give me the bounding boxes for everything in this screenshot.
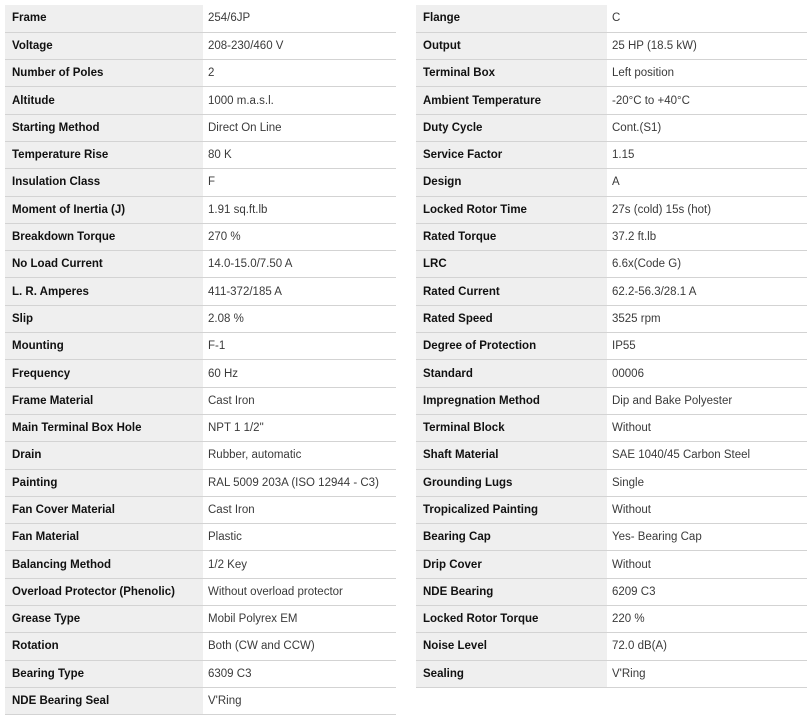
spec-row-ambient-temperature bbox=[416, 87, 807, 114]
spec-row-service-factor bbox=[416, 141, 807, 168]
spec-row-rotation bbox=[5, 633, 396, 660]
spec-label: Moment of Inertia (J) bbox=[5, 196, 203, 223]
spec-row-insulation-class bbox=[5, 169, 396, 196]
spec-label: NDE Bearing Seal bbox=[5, 687, 203, 714]
spec-row-overload-protector-phenolic bbox=[5, 578, 396, 605]
spec-table-right bbox=[416, 5, 807, 688]
spec-label: Rotation bbox=[5, 633, 203, 660]
spec-value: 14.0-15.0/7.50 A bbox=[203, 251, 396, 278]
spec-label: Breakdown Torque bbox=[5, 223, 203, 250]
spec-row-shaft-material bbox=[416, 442, 807, 469]
spec-label: Bearing Type bbox=[5, 660, 203, 687]
spec-value: 1/2 Key bbox=[203, 551, 396, 578]
spec-row-frame-material bbox=[5, 387, 396, 414]
spec-row-degree-of-protection bbox=[416, 333, 807, 360]
spec-row-nde-bearing-seal bbox=[5, 687, 396, 714]
spec-row-duty-cycle bbox=[416, 114, 807, 141]
spec-row-frequency bbox=[5, 360, 396, 387]
spec-value: 80 K bbox=[203, 141, 396, 168]
spec-value: NPT 1 1/2" bbox=[203, 414, 396, 441]
spec-label: Sealing bbox=[416, 660, 607, 687]
spec-row-grounding-lugs bbox=[416, 469, 807, 496]
spec-row-frame bbox=[5, 5, 396, 32]
spec-label: Tropicalized Painting bbox=[416, 496, 607, 523]
spec-table-left-body bbox=[5, 5, 396, 715]
spec-row-number-of-poles bbox=[5, 60, 396, 87]
spec-label: No Load Current bbox=[5, 251, 203, 278]
spec-label: Locked Rotor Torque bbox=[416, 606, 607, 633]
spec-value: Yes- Bearing Cap bbox=[607, 524, 807, 551]
spec-value: 6.6x(Code G) bbox=[607, 251, 807, 278]
spec-label: Slip bbox=[5, 305, 203, 332]
spec-value: 411-372/185 A bbox=[203, 278, 396, 305]
spec-row-flange bbox=[416, 5, 807, 32]
spec-value: 3525 rpm bbox=[607, 305, 807, 332]
spec-row-sealing bbox=[416, 660, 807, 687]
spec-label: NDE Bearing bbox=[416, 578, 607, 605]
spec-label: Standard bbox=[416, 360, 607, 387]
spec-label: Number of Poles bbox=[5, 60, 203, 87]
spec-value: 60 Hz bbox=[203, 360, 396, 387]
spec-value: Plastic bbox=[203, 524, 396, 551]
spec-value: Without bbox=[607, 551, 807, 578]
spec-value: -20°C to +40°C bbox=[607, 87, 807, 114]
spec-value: 72.0 dB(A) bbox=[607, 633, 807, 660]
spec-label: Temperature Rise bbox=[5, 141, 203, 168]
spec-label: Fan Material bbox=[5, 524, 203, 551]
spec-row-starting-method bbox=[5, 114, 396, 141]
spec-row-voltage bbox=[5, 32, 396, 59]
spec-label: Insulation Class bbox=[5, 169, 203, 196]
spec-label: Noise Level bbox=[416, 633, 607, 660]
spec-value: Rubber, automatic bbox=[203, 442, 396, 469]
spec-label: Mounting bbox=[5, 333, 203, 360]
spec-label: Drain bbox=[5, 442, 203, 469]
spec-value: 62.2-56.3/28.1 A bbox=[607, 278, 807, 305]
spec-value: Single bbox=[607, 469, 807, 496]
spec-value: Direct On Line bbox=[203, 114, 396, 141]
spec-row-lrc bbox=[416, 251, 807, 278]
spec-value: Cont.(S1) bbox=[607, 114, 807, 141]
spec-label: Frame Material bbox=[5, 387, 203, 414]
spec-value: 25 HP (18.5 kW) bbox=[607, 32, 807, 59]
spec-row-altitude bbox=[5, 87, 396, 114]
spec-label: Duty Cycle bbox=[416, 114, 607, 141]
spec-value: F bbox=[203, 169, 396, 196]
spec-row-breakdown-torque bbox=[5, 223, 396, 250]
spec-value: SAE 1040/45 Carbon Steel bbox=[607, 442, 807, 469]
spec-row-grease-type bbox=[5, 606, 396, 633]
spec-value: 6309 C3 bbox=[203, 660, 396, 687]
spec-value: 00006 bbox=[607, 360, 807, 387]
spec-value: 27s (cold) 15s (hot) bbox=[607, 196, 807, 223]
spec-value: IP55 bbox=[607, 333, 807, 360]
spec-row-drip-cover bbox=[416, 551, 807, 578]
spec-label: Ambient Temperature bbox=[416, 87, 607, 114]
spec-label: Grease Type bbox=[5, 606, 203, 633]
spec-value: 6209 C3 bbox=[607, 578, 807, 605]
spec-value: 220 % bbox=[607, 606, 807, 633]
spec-value: C bbox=[607, 5, 807, 32]
spec-label: Frequency bbox=[5, 360, 203, 387]
spec-label: L. R. Amperes bbox=[5, 278, 203, 305]
spec-label: Rated Torque bbox=[416, 223, 607, 250]
spec-table-left bbox=[5, 5, 396, 715]
spec-value: Without bbox=[607, 414, 807, 441]
spec-label: Grounding Lugs bbox=[416, 469, 607, 496]
spec-row-design bbox=[416, 169, 807, 196]
spec-label: Degree of Protection bbox=[416, 333, 607, 360]
spec-label: Overload Protector (Phenolic) bbox=[5, 578, 203, 605]
spec-label: Flange bbox=[416, 5, 607, 32]
spec-value: A bbox=[607, 169, 807, 196]
spec-label: Altitude bbox=[5, 87, 203, 114]
spec-value: Left position bbox=[607, 60, 807, 87]
spec-value: Cast Iron bbox=[203, 387, 396, 414]
spec-value: F-1 bbox=[203, 333, 396, 360]
spec-row-terminal-box bbox=[416, 60, 807, 87]
spec-label: Main Terminal Box Hole bbox=[5, 414, 203, 441]
spec-row-fan-material bbox=[5, 524, 396, 551]
spec-value: 1.91 sq.ft.lb bbox=[203, 196, 396, 223]
spec-row-mounting bbox=[5, 333, 396, 360]
spec-label: Shaft Material bbox=[416, 442, 607, 469]
spec-value: Cast Iron bbox=[203, 496, 396, 523]
spec-value: Both (CW and CCW) bbox=[203, 633, 396, 660]
spec-row-terminal-block bbox=[416, 414, 807, 441]
spec-row-painting bbox=[5, 469, 396, 496]
spec-label: Balancing Method bbox=[5, 551, 203, 578]
spec-value: RAL 5009 203A (ISO 12944 - C3) bbox=[203, 469, 396, 496]
spec-label: Output bbox=[416, 32, 607, 59]
spec-value: 2.08 % bbox=[203, 305, 396, 332]
spec-row-balancing-method bbox=[5, 551, 396, 578]
spec-value: 270 % bbox=[203, 223, 396, 250]
spec-label: Bearing Cap bbox=[416, 524, 607, 551]
spec-value: 1000 m.a.s.l. bbox=[203, 87, 396, 114]
spec-row-rated-speed bbox=[416, 305, 807, 332]
spec-row-moment-of-inertia-j bbox=[5, 196, 396, 223]
spec-label: Locked Rotor Time bbox=[416, 196, 607, 223]
spec-row-fan-cover-material bbox=[5, 496, 396, 523]
spec-label: Design bbox=[416, 169, 607, 196]
spec-row-temperature-rise bbox=[5, 141, 396, 168]
spec-label: Rated Current bbox=[416, 278, 607, 305]
spec-label: Frame bbox=[5, 5, 203, 32]
spec-label: Rated Speed bbox=[416, 305, 607, 332]
spec-row-output bbox=[416, 32, 807, 59]
spec-label: Terminal Box bbox=[416, 60, 607, 87]
spec-row-no-load-current bbox=[5, 251, 396, 278]
spec-label: Drip Cover bbox=[416, 551, 607, 578]
spec-row-slip bbox=[5, 305, 396, 332]
spec-row-bearing-type bbox=[5, 660, 396, 687]
spec-label: Service Factor bbox=[416, 141, 607, 168]
spec-value: V'Ring bbox=[203, 687, 396, 714]
spec-row-nde-bearing bbox=[416, 578, 807, 605]
spec-value: 37.2 ft.lb bbox=[607, 223, 807, 250]
spec-row-impregnation-method bbox=[416, 387, 807, 414]
spec-row-locked-rotor-torque bbox=[416, 606, 807, 633]
spec-label: LRC bbox=[416, 251, 607, 278]
spec-label: Painting bbox=[5, 469, 203, 496]
spec-value: Dip and Bake Polyester bbox=[607, 387, 807, 414]
spec-row-standard bbox=[416, 360, 807, 387]
spec-value: 208-230/460 V bbox=[203, 32, 396, 59]
spec-value: Mobil Polyrex EM bbox=[203, 606, 396, 633]
spec-value: 254/6JP bbox=[203, 5, 396, 32]
spec-row-rated-torque bbox=[416, 223, 807, 250]
spec-table-right-body bbox=[416, 5, 807, 687]
spec-value: 2 bbox=[203, 60, 396, 87]
spec-value: V'Ring bbox=[607, 660, 807, 687]
spec-row-tropicalized-painting bbox=[416, 496, 807, 523]
spec-row-locked-rotor-time bbox=[416, 196, 807, 223]
spec-label: Voltage bbox=[5, 32, 203, 59]
spec-row-rated-current bbox=[416, 278, 807, 305]
spec-value: Without bbox=[607, 496, 807, 523]
spec-row-drain bbox=[5, 442, 396, 469]
spec-row-l-r-amperes bbox=[5, 278, 396, 305]
spec-row-noise-level bbox=[416, 633, 807, 660]
spec-label: Impregnation Method bbox=[416, 387, 607, 414]
spec-value: 1.15 bbox=[607, 141, 807, 168]
spec-row-bearing-cap bbox=[416, 524, 807, 551]
spec-label: Starting Method bbox=[5, 114, 203, 141]
spec-value: Without overload protector bbox=[203, 578, 396, 605]
spec-label: Terminal Block bbox=[416, 414, 607, 441]
spec-row-main-terminal-box-hole bbox=[5, 414, 396, 441]
spec-label: Fan Cover Material bbox=[5, 496, 203, 523]
